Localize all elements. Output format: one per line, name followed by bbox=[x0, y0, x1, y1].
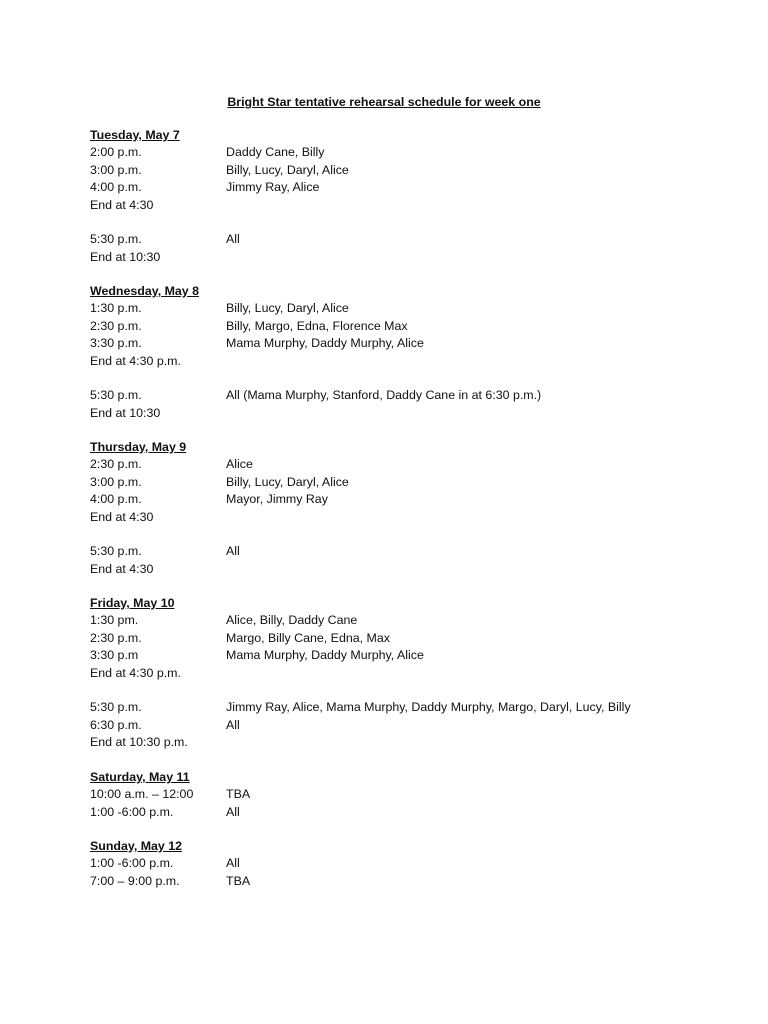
day-section-thursday bbox=[90, 439, 710, 578]
schedule-row bbox=[90, 474, 710, 491]
cast-cell: Alice bbox=[226, 457, 253, 472]
schedule-row bbox=[90, 561, 710, 578]
schedule-row bbox=[90, 647, 710, 664]
time-cell: 6:30 p.m. bbox=[90, 717, 142, 732]
document-title: Bright Star tentative rehearsal schedule for week one bbox=[227, 95, 541, 109]
cast-cell: Jimmy Ray, Alice bbox=[226, 180, 320, 195]
day-heading: Saturday, May 11 bbox=[90, 770, 190, 784]
cast-cell: Margo, Billy Cane, Edna, Max bbox=[226, 630, 390, 645]
day-heading: Sunday, May 12 bbox=[90, 839, 183, 853]
day-heading: Wednesday, May 8 bbox=[90, 284, 200, 298]
time-cell: 2:30 p.m. bbox=[90, 457, 142, 472]
schedule-row bbox=[90, 318, 710, 335]
day-section-saturday bbox=[90, 769, 710, 821]
cast-cell: All bbox=[226, 717, 240, 732]
schedule-row bbox=[90, 682, 710, 699]
schedule-row bbox=[90, 249, 710, 266]
schedule-row bbox=[90, 665, 710, 682]
time-cell: End at 10:30 p.m. bbox=[90, 735, 188, 750]
time-cell: End at 4:30 p.m. bbox=[90, 353, 181, 368]
schedule-row bbox=[90, 179, 710, 196]
schedule-row bbox=[90, 370, 710, 387]
time-cell: End at 4:30 bbox=[90, 561, 154, 576]
time-cell: End at 4:30 p.m. bbox=[90, 665, 181, 680]
cast-cell: Mama Murphy, Daddy Murphy, Alice bbox=[226, 648, 424, 663]
time-cell: End at 4:30 bbox=[90, 197, 154, 212]
day-section-wednesday bbox=[90, 283, 710, 422]
schedule-row bbox=[90, 214, 710, 231]
day-heading: Tuesday, May 7 bbox=[90, 128, 180, 142]
time-cell: 3:00 p.m. bbox=[90, 162, 142, 177]
day-section-sunday bbox=[90, 838, 710, 890]
schedule-row bbox=[90, 300, 710, 317]
time-cell: 1:00 -6:00 p.m. bbox=[90, 804, 174, 819]
day-section-friday bbox=[90, 595, 710, 752]
schedule-row bbox=[90, 144, 710, 161]
schedule-row bbox=[90, 612, 710, 629]
schedule-row bbox=[90, 543, 710, 560]
time-cell bbox=[90, 370, 226, 387]
schedule-row bbox=[90, 509, 710, 526]
schedule-row bbox=[90, 804, 710, 821]
time-cell bbox=[90, 214, 226, 231]
schedule-row bbox=[90, 873, 710, 890]
time-cell: End at 4:30 bbox=[90, 509, 154, 524]
cast-cell: Mayor, Jimmy Ray bbox=[226, 492, 328, 507]
cast-cell: All bbox=[226, 544, 240, 559]
schedule-row bbox=[90, 231, 710, 248]
cast-cell: Mama Murphy, Daddy Murphy, Alice bbox=[226, 336, 424, 351]
schedule-row bbox=[90, 526, 710, 543]
cast-cell: Billy, Lucy, Daryl, Alice bbox=[226, 474, 349, 489]
cast-cell: All bbox=[226, 856, 240, 871]
cast-cell: All (Mama Murphy, Stanford, Daddy Cane in at 6:30 p.m.) bbox=[226, 388, 542, 403]
schedule-row bbox=[90, 162, 710, 179]
time-cell: 5:30 p.m. bbox=[90, 232, 142, 247]
schedule-row bbox=[90, 717, 710, 734]
time-cell: End at 10:30 bbox=[90, 405, 161, 420]
cast-cell: Alice, Billy, Daddy Cane bbox=[226, 613, 358, 628]
day-heading: Friday, May 10 bbox=[90, 596, 175, 610]
time-cell: 5:30 p.m. bbox=[90, 700, 142, 715]
cast-cell: TBA bbox=[226, 873, 251, 888]
time-cell: 7:00 – 9:00 p.m. bbox=[90, 873, 180, 888]
time-cell: End at 10:30 bbox=[90, 249, 161, 264]
time-cell: 10:00 a.m. – 12:00 bbox=[90, 787, 194, 802]
cast-cell: All bbox=[226, 804, 240, 819]
cast-cell: All bbox=[226, 232, 240, 247]
schedule-row bbox=[90, 197, 710, 214]
time-cell: 3:00 p.m. bbox=[90, 474, 142, 489]
schedule-row bbox=[90, 387, 710, 404]
schedule-row bbox=[90, 335, 710, 352]
time-cell: 2:30 p.m. bbox=[90, 318, 142, 333]
time-cell: 5:30 p.m. bbox=[90, 544, 142, 559]
time-cell: 3:30 p.m. bbox=[90, 336, 142, 351]
time-cell: 5:30 p.m. bbox=[90, 388, 142, 403]
schedule-row bbox=[90, 405, 710, 422]
cast-cell: TBA bbox=[226, 787, 251, 802]
time-cell: 4:00 p.m. bbox=[90, 180, 142, 195]
schedule-row bbox=[90, 855, 710, 872]
day-section-tuesday bbox=[90, 127, 710, 266]
time-cell: 1:00 -6:00 p.m. bbox=[90, 856, 174, 871]
time-cell: 4:00 p.m. bbox=[90, 492, 142, 507]
time-cell: 2:00 p.m. bbox=[90, 145, 142, 160]
cast-cell: Billy, Lucy, Daryl, Alice bbox=[226, 162, 349, 177]
schedule-row bbox=[90, 734, 710, 751]
schedule-row bbox=[90, 630, 710, 647]
schedule-row bbox=[90, 353, 710, 370]
cast-cell: Daddy Cane, Billy bbox=[226, 145, 325, 160]
schedule-row bbox=[90, 456, 710, 473]
time-cell: 3:30 p.m bbox=[90, 648, 139, 663]
cast-cell: Billy, Margo, Edna, Florence Max bbox=[226, 318, 408, 333]
day-heading: Thursday, May 9 bbox=[90, 440, 187, 454]
schedule-row bbox=[90, 491, 710, 508]
time-cell: 2:30 p.m. bbox=[90, 630, 142, 645]
cast-cell: Jimmy Ray, Alice, Mama Murphy, Daddy Murphy, Margo, Daryl, Lucy, Billy bbox=[226, 700, 631, 715]
cast-cell: Billy, Lucy, Daryl, Alice bbox=[226, 301, 349, 316]
schedule-row bbox=[90, 786, 710, 803]
time-cell bbox=[90, 682, 226, 699]
time-cell bbox=[90, 526, 226, 543]
time-cell: 1:30 pm. bbox=[90, 613, 139, 628]
schedule-row bbox=[90, 699, 710, 716]
time-cell: 1:30 p.m. bbox=[90, 301, 142, 316]
